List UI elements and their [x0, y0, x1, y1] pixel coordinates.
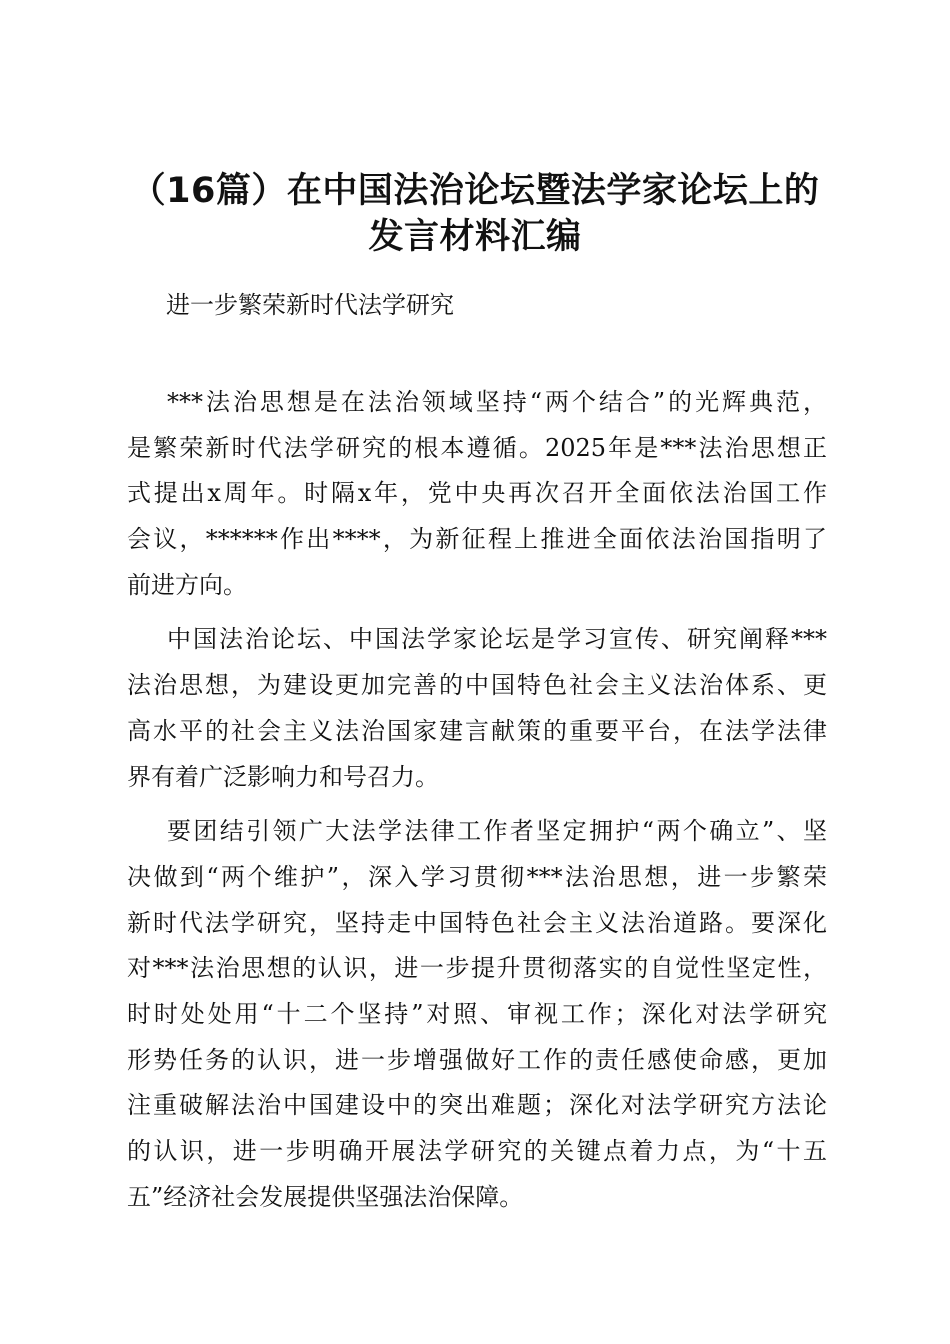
paragraph-line: 时时处处用“十二个坚持”对照、审视工作；深化对法学研究 — [127, 999, 827, 1028]
title-line: （16篇）在中国法治论坛暨法学家论坛上的 — [130, 171, 820, 211]
paragraph-line: 的认识，进一步明确开展法学研究的关键点着力点，为“十五 — [127, 1137, 827, 1165]
document-subtitle: 进一步繁荣新时代法学研究 — [166, 291, 454, 319]
paragraph-line: 要团结引领广大法学法律工作者坚定拥护“两个确立”、坚 — [167, 817, 827, 846]
paragraph-line: 对***法治思想的认识，进一步提升贯彻落实的自觉性坚定性， — [127, 954, 827, 983]
paragraph-line: 中国法治论坛、中国法学家论坛是学习宣传、研究阐释*** — [167, 625, 827, 654]
paragraph-line: ***法治思想是在法治领域坚持“两个结合”的光辉典范， — [167, 388, 827, 416]
document-body — [127, 380, 827, 1220]
paragraph-line: 会议，******作出****，为新征程上推进全面依法治国指明了 — [127, 525, 827, 554]
paragraph-line: 前进方向。 — [127, 570, 247, 599]
document-title — [110, 168, 840, 260]
paragraph-line: 是繁荣新时代法学研究的根本遵循。2025年是***法治思想正 — [127, 433, 827, 462]
paragraph-line: 界有着广泛影响力和号召力。 — [127, 762, 439, 791]
paragraph — [127, 380, 827, 608]
paragraph-line: 式提出x周年。时隔x年，党中央再次召开全面依法治国工作 — [127, 479, 827, 508]
paragraph-line: 新时代法学研究，坚持走中国特色社会主义法治道路。要深化 — [127, 908, 827, 937]
paragraph-line: 注重破解法治中国建设中的突出难题；深化对法学研究方法论 — [127, 1091, 827, 1120]
paragraph-line: 高水平的社会主义法治国家建言献策的重要平台，在法学法律 — [127, 716, 827, 745]
paragraph-line: 形势任务的认识，进一步增强做好工作的责任感使命感，更加 — [127, 1045, 827, 1074]
paragraph-line: 五”经济社会发展提供坚强法治保障。 — [127, 1182, 524, 1211]
paragraph-line: 法治思想，为建设更加完善的中国特色社会主义法治体系、更 — [127, 671, 827, 700]
paragraph — [127, 809, 827, 1220]
title-line: 发言材料汇编 — [368, 217, 582, 257]
paragraph — [127, 617, 827, 800]
paragraph-line: 决做到“两个维护”，深入学习贯彻***法治思想，进一步繁荣 — [127, 862, 827, 891]
